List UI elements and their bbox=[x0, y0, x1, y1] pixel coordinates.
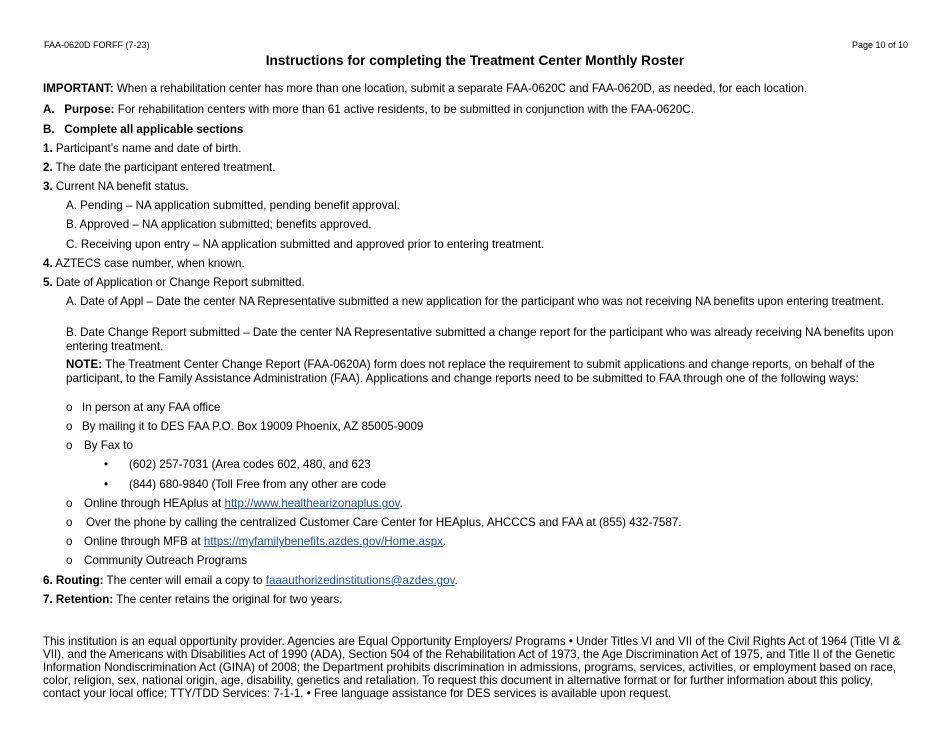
item-2-text: The date the participant entered treatment. bbox=[52, 161, 276, 174]
way-fax bbox=[66, 439, 904, 453]
item-1 bbox=[43, 142, 903, 156]
punctuation: . bbox=[399, 497, 403, 510]
retention-text: The center retains the original for two years. bbox=[113, 593, 343, 606]
list-marker: o bbox=[66, 439, 73, 452]
important-note bbox=[43, 82, 903, 96]
fax-number-2-text: (844) 680-9840 (Toll Free from any other are code bbox=[129, 478, 387, 491]
note-text: The Treatment Center Change Report (FAA-0620A) form does not replace the requirement to submit applications and change reports, on behalf of the participant, to the Family Assistance Administration (FAA). Applications and change reports need to be submitted to FAA through one of the following ways: bbox=[66, 358, 875, 385]
item-4-number: 4. bbox=[43, 257, 53, 270]
item-1-number: 1. bbox=[43, 142, 53, 155]
way-phone-text: Over the phone by calling the centralized Customer Care Center for HEAplus, AHCCCS and FAA at (855) 432-7587. bbox=[86, 516, 682, 529]
way-in-person-text: In person at any FAA office bbox=[82, 401, 221, 414]
list-marker: o bbox=[66, 497, 73, 510]
routing-label: 6. Routing: bbox=[43, 574, 104, 587]
nondiscrimination-footer: This institution is an equal opportunity provider. Agencies are Equal Opportunity Employers/ Programs • Under Titles VI and VII of the Civil Rights Act of 1964 (Title VI & VII), and the Americans with Disabilities Act of 1990 (ADA), Section 504 of the Rehabilitation Act of 1973, the Age Discrimination Act of 1975, and Title II of the Genetic Information Nondiscrimination Act (GINA) of 2008; the Department prohibits discrimination in admissions, programs, services, activities, or employment based on race, color, religion, sex, national origin, age, disability, genetics and retaliation. To request this document in alternative format or for further information about this policy, contact your local office; TTY/TDD Services: 7-1-1. • Free language assistance for DES services is available upon request. bbox=[43, 635, 901, 700]
item-4-text: AZTECS case number, when known. bbox=[52, 257, 245, 270]
section-a-letter: A. bbox=[43, 103, 55, 116]
routing-text: The center will email a copy to bbox=[103, 574, 266, 587]
routing-email-link[interactable]: faaauthorizedinstitutions@azdes.gov bbox=[265, 574, 455, 587]
item-5-number: 5. bbox=[43, 276, 53, 289]
way-online-heaplus bbox=[66, 497, 904, 511]
section-b-letter: B. bbox=[43, 123, 55, 136]
item-3a: A. Pending – NA application submitted, pending benefit approval. bbox=[66, 199, 400, 212]
item-3c: C. Receiving upon entry – NA application submitted and approved prior to entering treatment. bbox=[66, 238, 545, 251]
item-2-number: 2. bbox=[43, 161, 53, 174]
item-3b: B. Approved – NA application submitted; benefits approved. bbox=[66, 218, 372, 231]
heaplus-link[interactable]: http://www.healthearizonaplus.gov bbox=[224, 497, 400, 510]
section-b bbox=[43, 123, 903, 137]
mfb-link[interactable]: https://myfamilybenefits.azdes.gov/Home.aspx bbox=[203, 535, 443, 548]
item-5 bbox=[43, 276, 903, 290]
way-online-mfb-text: Online through MFB at bbox=[84, 535, 204, 548]
fax-number-1 bbox=[104, 458, 884, 472]
way-fax-text: By Fax to bbox=[84, 439, 133, 452]
way-in-person bbox=[66, 401, 904, 415]
list-marker: o bbox=[66, 554, 73, 567]
fax-number-1-text: (602) 257-7031 (Area codes 602, 480, and 623 bbox=[129, 458, 371, 471]
note-label: NOTE: bbox=[66, 358, 103, 371]
way-mail-text: By mailing it to DES FAA P.O. Box 19009 Phoenix, AZ 85005-9009 bbox=[82, 420, 424, 433]
item-2 bbox=[43, 161, 903, 175]
retention-label: 7. Retention: bbox=[43, 593, 114, 606]
item-5b: B. Date Change Report submitted – Date the center NA Representative submitted a change report for the participant who was already receiving NA benefits upon entering treatment. bbox=[66, 326, 894, 353]
bullet-icon: • bbox=[104, 478, 109, 491]
section-b-label: Complete all applicable sections bbox=[64, 123, 244, 136]
section-a-text: For rehabilitation centers with more than 61 active residents, to be submitted in conjunction with the FAA-0620C. bbox=[114, 103, 694, 116]
way-outreach bbox=[66, 554, 904, 568]
note bbox=[66, 358, 904, 385]
item-5-text: Date of Application or Change Report submitted. bbox=[52, 276, 305, 289]
section-a bbox=[43, 103, 903, 117]
way-phone bbox=[66, 516, 904, 530]
way-outreach-text: Community Outreach Programs bbox=[84, 554, 248, 567]
list-marker: o bbox=[66, 401, 73, 414]
page-title: Instructions for completing the Treatment Center Monthly Roster bbox=[265, 53, 685, 68]
form-id: FAA-0620D FORFF (7-23) bbox=[44, 40, 150, 50]
important-text: When a rehabilitation center has more than one location, submit a separate FAA-0620C and FAA-0620D, as needed, for each location. bbox=[113, 82, 808, 95]
item-3 bbox=[43, 180, 903, 194]
list-marker: o bbox=[66, 516, 73, 529]
list-marker: o bbox=[66, 535, 73, 548]
bullet-icon: • bbox=[104, 458, 109, 471]
fax-number-2 bbox=[104, 478, 884, 492]
item-1-text: Participant’s name and date of birth. bbox=[52, 142, 242, 155]
punctuation: . bbox=[442, 535, 447, 548]
item-3-text: Current NA benefit status. bbox=[52, 180, 189, 193]
way-online-heaplus-text: Online through HEAplus at bbox=[84, 497, 225, 510]
punctuation: . bbox=[454, 574, 458, 587]
way-mail bbox=[66, 420, 904, 434]
list-marker: o bbox=[66, 420, 73, 433]
item-3-number: 3. bbox=[43, 180, 53, 193]
item-6-routing bbox=[43, 574, 903, 588]
important-label: IMPORTANT: bbox=[43, 82, 114, 95]
page-number: Page 10 of 10 bbox=[851, 40, 908, 50]
way-online-mfb bbox=[66, 535, 904, 549]
item-4 bbox=[43, 257, 903, 271]
item-7-retention bbox=[43, 593, 903, 607]
item-5a: A. Date of Appl – Date the center NA Representative submitted a new application for the participant who was not receiving NA benefits upon entering treatment. bbox=[66, 295, 884, 308]
section-a-label: Purpose: bbox=[64, 103, 115, 116]
